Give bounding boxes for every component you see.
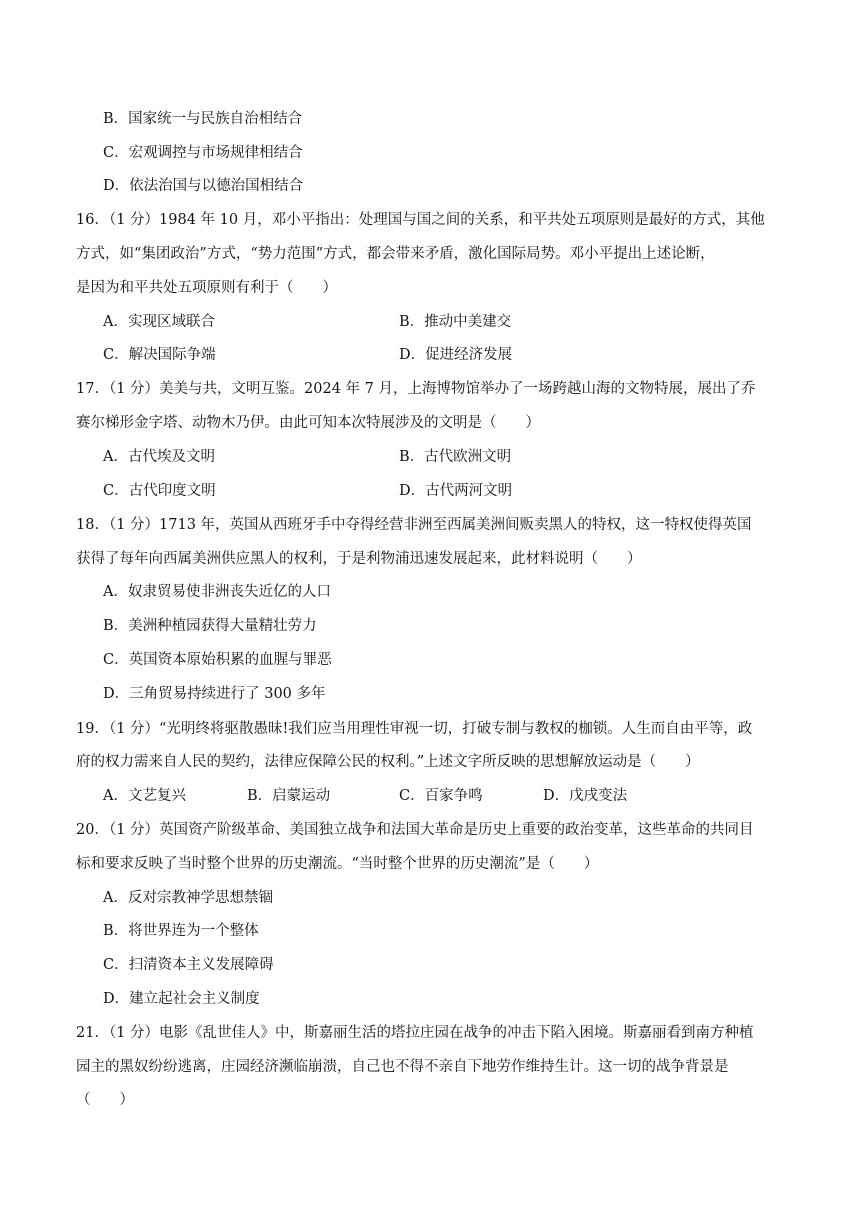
q20-stem-line-1: 20．（1 分）英国资产阶级革命、美国独立战争和法国大革命是历史上重要的政治变革，这些革命的共同目 xyxy=(76,822,754,838)
q18-option-d: D．三角贸易持续进行了 300 多年 xyxy=(103,686,326,702)
q16-option-d: D．促进经济发展 xyxy=(399,347,513,363)
q15-option-b: B．国家统一与民族自治相结合 xyxy=(103,111,303,127)
q20-option-b: B．将世界连为一个整体 xyxy=(103,923,259,939)
q18-option-c: C．英国资本原始积累的血腥与罪恶 xyxy=(103,652,332,668)
q16-stem-line-1: 16．（1 分）1984 年 10 月，邓小平指出：处理国与国之间的关系，和平共处五项原则是最好的方式，其他 xyxy=(76,212,765,228)
q16-option-c: C．解决国际争端 xyxy=(103,347,216,363)
q21-stem-line-3: （ ） xyxy=(76,1092,134,1108)
q21-stem-line-2: 园主的黑奴纷纷逃离，庄园经济濒临崩溃，自己也不得不亲自下地劳作维持生计。这一切的战争背景是 xyxy=(76,1059,729,1075)
q17-option-d: D．古代两河文明 xyxy=(399,483,513,499)
q20-option-c: C．扫清资本主义发展障碍 xyxy=(103,957,274,973)
q16-stem-line-3: 是因为和平共处五项原则有利于（ ） xyxy=(76,280,337,296)
q17-option-b: B．古代欧洲文明 xyxy=(399,449,512,465)
q16-option-b: B．推动中美建交 xyxy=(399,314,512,330)
q21-stem-line-1: 21．（1 分）电影《乱世佳人》中，斯嘉丽生活的塔拉庄园在战争的冲击下陷入困境。斯嘉丽看到南方种植 xyxy=(76,1025,754,1041)
q19-stem-line-2: 府的权力需来自人民的契约，法律应保障公民的权利。”上述文字所反映的思想解放运动是（ ） xyxy=(76,754,700,770)
q16-stem-line-2: 方式，如“集团政治”方式，“势力范围”方式，都会带来矛盾，激化国际局势。邓小平提出上述论断， xyxy=(76,246,715,262)
q19-option-b: B．启蒙运动 xyxy=(247,788,331,804)
q16-option-a: A．实现区域联合 xyxy=(103,314,215,330)
q20-stem-line-2: 标和要求反映了当时整个世界的历史潮流。“当时整个世界的历史潮流”是（ ） xyxy=(76,856,599,872)
q19-stem-line-1: 19．（1 分）“光明终将驱散愚昧!我们应当用理性审视一切，打破专制与教权的枷锁。人生而自由平等，政 xyxy=(76,721,753,737)
q15-option-c: C．宏观调控与市场规律相结合 xyxy=(103,145,303,161)
q15-option-d: D．依法治国与以德治国相结合 xyxy=(103,178,304,194)
q18-stem-line-1: 18．（1 分）1713 年，英国从西班牙手中夺得经营非洲至西属美洲间贩卖黑人的特权，这一特权使得英国 xyxy=(76,517,752,533)
q17-option-c: C．古代印度文明 xyxy=(103,483,216,499)
q19-option-c: C．百家争鸣 xyxy=(399,788,483,804)
q18-option-b: B．美洲种植园获得大量精壮劳力 xyxy=(103,618,317,634)
q19-option-a: A．文艺复兴 xyxy=(103,788,186,804)
q20-option-d: D．建立起社会主义制度 xyxy=(103,991,260,1007)
q17-stem-line-1: 17．（1 分）美美与共，文明互鉴。2024 年 7 月，上海博物馆举办了一场跨越山海的文物特展，展出了乔 xyxy=(76,381,756,397)
q17-option-a: A．古代埃及文明 xyxy=(103,449,215,465)
q20-option-a: A．反对宗教神学思想禁锢 xyxy=(103,890,273,906)
q18-stem-line-2: 获得了每年向西属美洲供应黑人的权利，于是利物浦迅速发展起来，此材料说明（ ） xyxy=(76,551,642,567)
q18-option-a: A．奴隶贸易使非洲丧失近亿的人口 xyxy=(103,584,331,600)
q17-stem-line-2: 赛尔梯形金字塔、动物木乃伊。由此可知本次特展涉及的文明是（ ） xyxy=(76,415,540,431)
q19-option-d: D．戊戌变法 xyxy=(543,788,628,804)
